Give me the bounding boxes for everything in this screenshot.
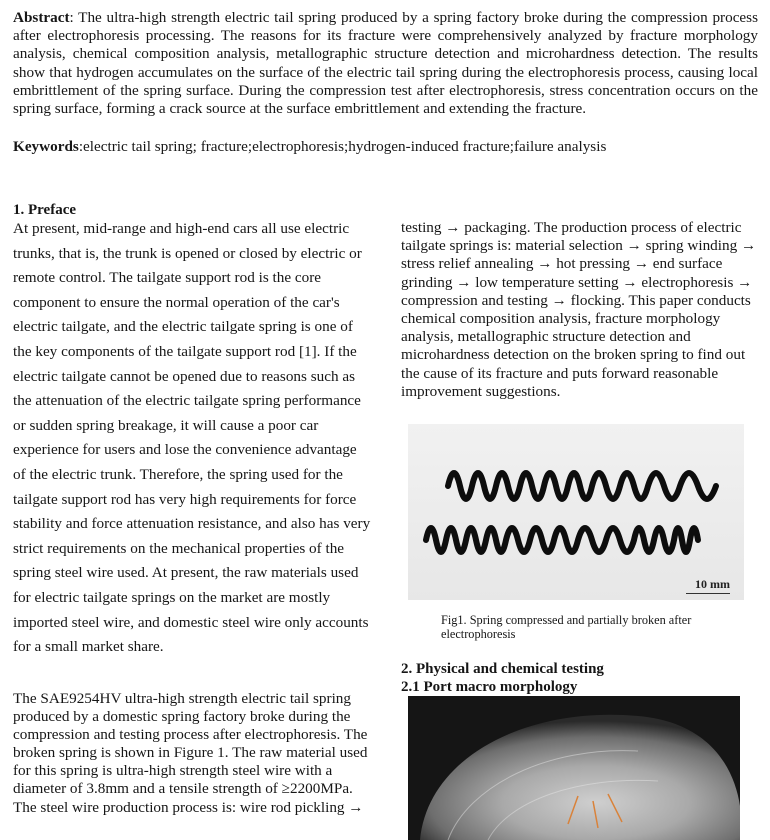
figure-1-broken-spring-photo xyxy=(408,424,744,600)
scale-bar-label: 10 mm xyxy=(695,577,730,591)
scale-bar xyxy=(686,593,730,594)
abstract-label: Abstract xyxy=(13,9,70,26)
fracture-surface-illustration xyxy=(408,696,740,840)
section-heading-preface: 1. Preface xyxy=(13,202,77,218)
fracture-surface xyxy=(420,715,740,840)
abstract xyxy=(13,9,758,118)
preface-paragraph-1: At present, mid-range and high-end cars all use electric trunks, that is, the trunk is opened or closed by electric or remote control. The tailgate support rod is the core component to ensure the normal operation of the car's electric tailgate, and the electric tailgate spring is one of the key components of the tailgate support rod [1]. If the electric tailgate cannot be opened due to reasons such as the attenuation of the electric tailgate spring performance or sudden spring breakage, it will cause a poor car experience for users and lose the convenience advantage of the electric trunk. Therefore, the spring used for the tailgate support rod has very high requirements for force stability and force attenuation resistance, and also has very strict requirements on the mechanical properties of the spring steel wire used. At present, the raw materials used for electric tailgate springs on the market are mostly imported steel wire, and domestic steel wire only accounts for a small market share. xyxy=(13,220,371,656)
spring-illustration xyxy=(408,424,744,600)
keywords xyxy=(13,138,758,156)
upper-spring xyxy=(448,473,716,499)
section-heading-physical-chemical-testing: 2. Physical and chemical testing xyxy=(401,661,604,677)
abstract-text: : The ultra-high strength electric tail spring produced by a spring factory broke during the compression process after electrophoresis processing. The reasons for its fracture were comprehensively analyzed by fracture morphology analysis, chemical composition analysis, metallographic structure detection and microhardness detection. The results show that hydrogen accumulates on the surface of the electric tail spring during the electrophoresis process, causing local embrittlement of the spring surface. During the compression test after electrophoresis, stress concentration occurs on the spring surface, forming a crack source at the surface embrittlement and extending the fracture. xyxy=(13,9,758,118)
lower-spring xyxy=(426,528,698,552)
subsection-heading-port-macro-morphology: 2.1 Port macro morphology xyxy=(401,679,578,695)
keywords-text: :electric tail spring; fracture;electrophoresis;hydrogen-induced fracture;failure analysis xyxy=(78,138,607,155)
figure-1-caption: Fig1. Spring compressed and partially broken after electrophoresis xyxy=(441,613,692,641)
figure-2-fracture-macro-photo xyxy=(408,696,740,840)
preface-paragraph-2: The SAE9254HV ultra-high strength electric tail spring produced by a domestic spring factory broke during the compression and testing process after electrophoresis. The broken spring is shown in Figure 1. The raw material used for this spring is ultra-high strength steel wire with a diameter of 3.8mm and a tensile strength of ≥2200MPa. The steel wire production process is: wire rod pickling → xyxy=(13,690,368,816)
keywords-label: Keywords xyxy=(13,138,79,155)
preface-paragraph-continued: testing → packaging. The production process of electric tailgate springs is: material selection → spring winding → stress relief annealing → hot pressing → end surface grinding → low temperature setting → electrophoresis → compression and testing → flocking. This paper conducts chemical composition analysis, fracture morphology analysis, metallographic structure detection and microhardness detection on the broken spring to find out the cause of its fracture and puts forward reasonable improvement suggestions. xyxy=(401,219,757,400)
